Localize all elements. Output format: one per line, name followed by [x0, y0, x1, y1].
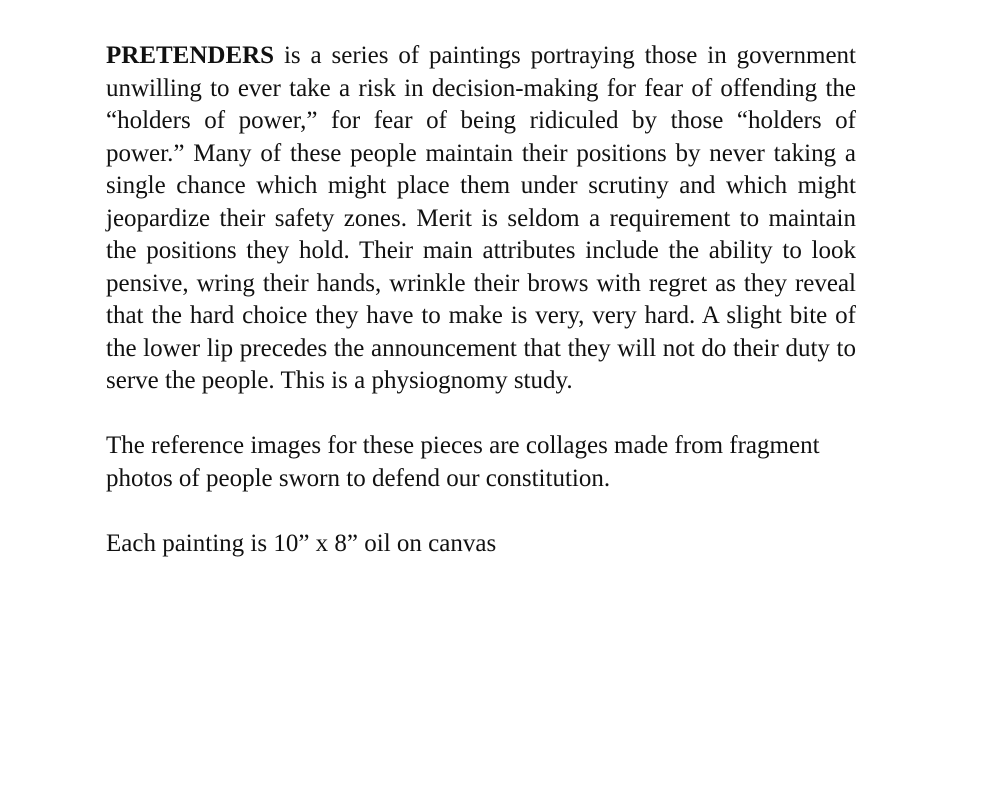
series-title: PRETENDERS — [106, 42, 275, 69]
document-page — [106, 40, 856, 593]
reference-paragraph: The reference images for these pieces are collages made from fragment photos of people sworn to defend our constitution. — [106, 432, 820, 492]
intro-paragraph — [106, 40, 856, 398]
intro-paragraph-text: is a series of paintings portraying those in government unwilling to ever take a risk in decision-making for fear of offending the “holders of power,” for fear of being ridiculed by those “holders of power.” Many of these people maintain their positions by never taking a single chance which might place them under scrutiny and which might jeopardize their safety zones. Merit is seldom a requirement to maintain the positions they hold. Their main attributes include the ability to look pensive, wring their hands, wrinkle their brows with regret as they reveal that the hard choice they have to make is very, very hard. A slight bite of the lower lip precedes the announcement that they will not do their duty to serve the people. This is a physiognomy study. — [106, 42, 856, 394]
dimensions-paragraph: Each painting is 10” x 8” oil on canvas — [106, 529, 497, 557]
